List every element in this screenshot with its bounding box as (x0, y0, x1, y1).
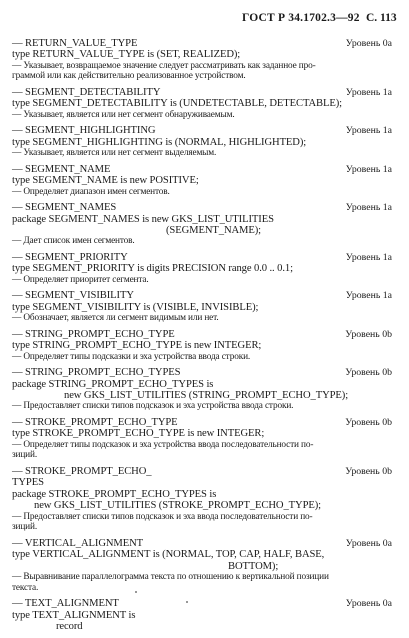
entry-name: — RETURN_VALUE_TYPE (12, 38, 138, 49)
entry-name: — STROKE_PROMPT_ECHO_TYPE (12, 417, 178, 429)
entry-return-value-type (12, 38, 400, 82)
description: — Определяет диапазон имен сегментов. (12, 186, 170, 197)
package-declaration: package SEGMENT_NAMES is new GKS_LIST_UTILITIES (12, 213, 274, 225)
type-declaration: type VERTICAL_ALIGNMENT is (NORMAL, TOP, CAP, HALF, BASE, (12, 549, 325, 561)
description: — Определяет типы подсказки и эха устройства ввода строки. (12, 351, 251, 362)
type-declaration: type SEGMENT_HIGHLIGHTING is (NORMAL, HIGHLIGHTED); (12, 136, 307, 148)
description: — Указывает, возвращаемое значение следует рассматривать как заданное про- граммой или как действительно реализованное устройством. (12, 60, 316, 82)
scan-speck (186, 601, 188, 603)
type-declaration: type RETURN_VALUE_TYPE is (SET, REALIZED); (12, 49, 241, 61)
entry-name: — SEGMENT_HIGHLIGHTING (12, 125, 156, 137)
entry-name: — SEGMENT_DETECTABILITY (12, 87, 161, 98)
level-label: Уровень 1a (345, 290, 392, 302)
package-declaration-cont: new GKS_LIST_UTILITIES (STROKE_PROMPT_ECHO_TYPE); (34, 500, 322, 512)
record-keyword: record (56, 621, 83, 633)
document-body (12, 38, 400, 638)
level-label: Уровень 0a (345, 598, 392, 610)
entry-name: — STRING_PROMPT_ECHO_TYPES (12, 367, 181, 379)
entry-text-alignment (12, 598, 400, 632)
entry-name: — STRING_PROMPT_ECHO_TYPE (12, 328, 175, 340)
type-declaration: type STRING_PROMPT_ECHO_TYPE is new INTEGER; (12, 340, 262, 352)
description: — Определяет приоритет сегмента. (12, 274, 149, 285)
entry-segment-names (12, 202, 400, 247)
entry-name: — SEGMENT_VISIBILITY (12, 290, 134, 302)
level-label: Уровень 1a (345, 87, 392, 98)
level-label: Уровень 0a (345, 38, 392, 49)
description: — Указывает, является или нет сегмент выделяемым. (12, 148, 217, 159)
level-label: Уровень 1a (345, 163, 392, 175)
entry-stroke-prompt-echo-type (12, 417, 400, 461)
entry-segment-highlighting (12, 125, 400, 158)
level-label: Уровень 1a (345, 125, 392, 137)
entry-string-prompt-echo-types (12, 367, 400, 412)
level-label: Уровень 1a (345, 202, 392, 214)
package-declaration-cont: new GKS_LIST_UTILITIES (STRING_PROMPT_ECHO_TYPE); (64, 390, 349, 402)
entry-segment-name (12, 164, 400, 197)
description: — Определяет типы подсказок и эха устройства ввода последовательности по- зиций. (12, 439, 314, 461)
entry-name: — VERTICAL_ALIGNMENT (12, 537, 144, 549)
package-declaration-cont: (SEGMENT_NAME); (166, 225, 262, 237)
type-declaration-cont: BOTTOM); (228, 560, 279, 572)
type-declaration: type SEGMENT_DETECTABILITY is (UNDETECTABLE, DETECTABLE); (12, 98, 343, 110)
package-declaration: package STROKE_PROMPT_ECHO_TYPES is (12, 488, 217, 500)
entry-name: — STROKE_PROMPT_ECHO_ TYPES (12, 466, 152, 489)
type-declaration: type SEGMENT_NAME is new POSITIVE; (12, 175, 199, 187)
entry-name: — SEGMENT_PRIORITY (12, 252, 128, 264)
level-label: Уровень 0b (345, 466, 392, 478)
level-label: Уровень 0a (345, 537, 392, 549)
entry-name: — TEXT_ALIGNMENT (12, 598, 119, 610)
entry-segment-visibility (12, 290, 400, 323)
level-label: Уровень 0b (345, 328, 392, 340)
entry-segment-detectability (12, 87, 400, 120)
entry-segment-priority (12, 252, 400, 285)
page-header (0, 12, 409, 26)
page-number: С. 113 (366, 12, 397, 24)
description: — Предоставляет списки типов подсказок и эха ввода последовательности по- зиций. (12, 511, 313, 533)
entry-string-prompt-echo-type (12, 329, 400, 362)
entry-name: — SEGMENT_NAMES (12, 202, 117, 214)
entry-name: — SEGMENT_NAME (12, 163, 111, 175)
description: — Дает список имен сегментов. (12, 236, 135, 247)
type-declaration: type SEGMENT_VISIBILITY is (VISIBLE, INVISIBLE); (12, 301, 259, 313)
package-declaration: package STRING_PROMPT_ECHO_TYPES is (12, 378, 214, 390)
scan-speck (135, 591, 137, 593)
document-standard-title: ГОСТ Р 34.1702.3—92 (242, 12, 360, 24)
entry-vertical-alignment (12, 538, 400, 593)
description: — Предоставляет списки типов подсказок и эха устройства ввода строки. (12, 401, 294, 412)
level-label: Уровень 0b (345, 417, 392, 429)
type-declaration: type TEXT_ALIGNMENT is (12, 609, 136, 621)
type-declaration: type SEGMENT_PRIORITY is digits PRECISION range 0.0 .. 0.1; (12, 263, 293, 275)
level-label: Уровень 1a (345, 252, 392, 264)
description: — Выравнивание параллелограмма текста по отношению к вертикальной позиции текста. (12, 572, 329, 593)
level-label: Уровень 0b (345, 367, 392, 379)
type-declaration: type STROKE_PROMPT_ECHO_TYPE is new INTEGER; (12, 428, 265, 440)
entry-stroke-prompt-echo-types (12, 466, 400, 533)
description: — Указывает, является или нет сегмент обнаруживаемым. (12, 109, 235, 120)
description: — Обозначает, является ли сегмент видимым или нет. (12, 313, 219, 324)
